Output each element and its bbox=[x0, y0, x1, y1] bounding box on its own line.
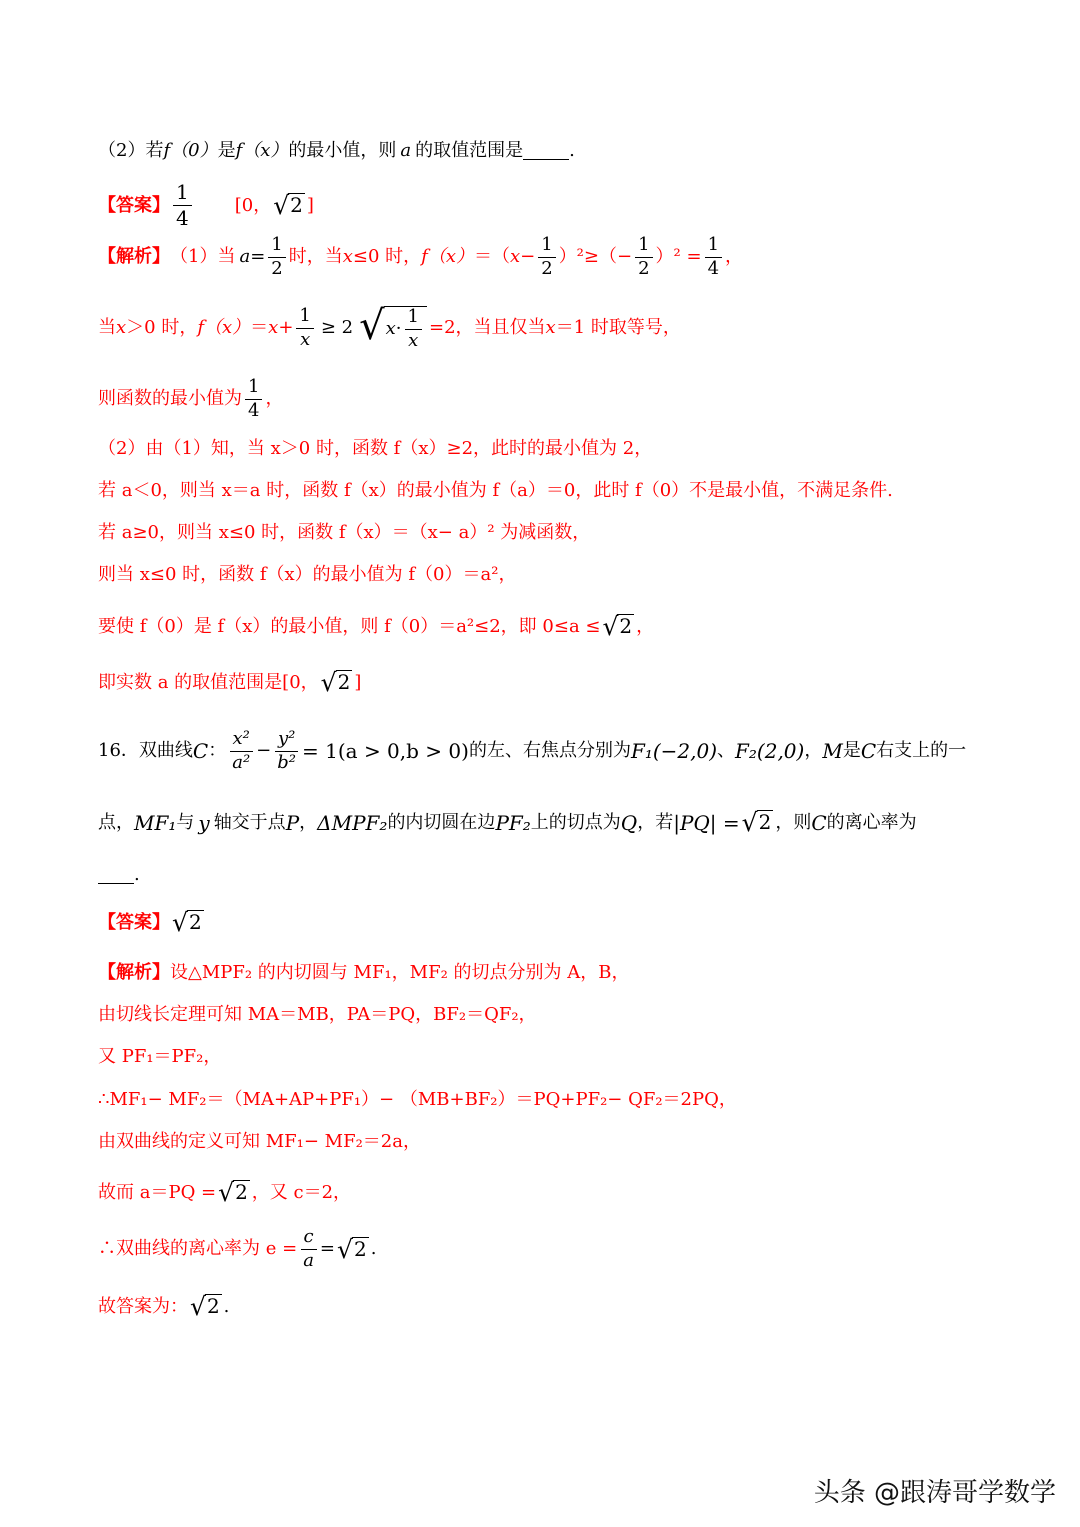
numerator: 1 bbox=[173, 182, 192, 206]
sqrt bbox=[602, 614, 634, 639]
text: x bbox=[116, 317, 127, 339]
fraction bbox=[538, 236, 555, 279]
answer-16 bbox=[98, 910, 206, 935]
text: M bbox=[822, 739, 843, 764]
numerator: x² bbox=[230, 730, 253, 752]
text: 是 bbox=[217, 140, 236, 161]
numerator: y² bbox=[275, 730, 298, 752]
question-16-line2 bbox=[98, 810, 917, 835]
text: 上的切点为 bbox=[530, 811, 621, 833]
text: ， bbox=[265, 388, 284, 410]
fraction bbox=[300, 1228, 317, 1271]
text: ， bbox=[804, 740, 823, 762]
analysis-16-line7 bbox=[98, 1228, 376, 1271]
numerator: 1 bbox=[245, 378, 262, 400]
text: F₁(−2,0) bbox=[630, 739, 718, 764]
numerator: 1 bbox=[635, 236, 652, 258]
text: = bbox=[250, 246, 266, 268]
text: 轴交于点 bbox=[213, 811, 286, 833]
text: ： bbox=[208, 740, 227, 762]
analysis-16-line4: ∴MF₁− MF₂＝（MA+AP+PF₁）− （MB+BF₂）＝PQ+PF₂− QF₂＝2PQ， bbox=[98, 1089, 737, 1110]
text: 的取值范围是 bbox=[415, 140, 524, 161]
radicand: 2 bbox=[206, 1294, 220, 1318]
text: 当 bbox=[98, 317, 116, 339]
text: 是 bbox=[842, 740, 861, 762]
text: ， bbox=[725, 246, 744, 268]
text: PF₂ bbox=[495, 810, 531, 835]
sqrt bbox=[218, 1180, 250, 1205]
denominator: 2 bbox=[541, 257, 553, 279]
denominator: a bbox=[303, 1249, 314, 1271]
denominator: b² bbox=[277, 751, 297, 773]
analysis-16-line2: 由切线长定理可知 MA＝MB，PA＝PQ，BF₂＝QF₂， bbox=[98, 1004, 537, 1025]
text: ， bbox=[299, 811, 318, 833]
text: ＞0 时， bbox=[126, 317, 198, 339]
text: ] bbox=[306, 194, 314, 216]
analysis-16-line6 bbox=[98, 1180, 351, 1205]
radicand: 2 bbox=[235, 1180, 248, 1204]
analysis-15-line7: 则当 x≤0 时，函数 f（x）的最小值为 f（0）＝a²， bbox=[98, 564, 517, 585]
text: = 1(a > 0,b > 0) bbox=[302, 739, 469, 764]
text: P bbox=[285, 810, 300, 835]
radicand: 2 bbox=[337, 670, 351, 694]
sqrt bbox=[321, 670, 353, 695]
text: 即实数 a 的取值范围是[0， bbox=[98, 671, 319, 693]
text: ＝ bbox=[250, 317, 269, 339]
text: 的左、右焦点分别为 bbox=[468, 740, 631, 762]
analysis-15-line6: 若 a≥0，则当 x≤0 时，函数 f（x）＝（x− a）² 为减函数， bbox=[98, 522, 591, 543]
analysis-16-line8 bbox=[98, 1294, 229, 1319]
text: f（0） bbox=[163, 140, 218, 161]
text: 点， bbox=[98, 811, 134, 833]
denominator: 4 bbox=[176, 206, 189, 230]
text: |PQ| = bbox=[673, 810, 740, 835]
analysis-15-line4: （2）由（1）知，当 x＞0 时，函数 f（x）≥2，此时的最小值为 2， bbox=[98, 438, 653, 459]
fraction bbox=[173, 182, 192, 229]
analysis-15-line1 bbox=[98, 236, 743, 279]
text: x bbox=[545, 317, 556, 339]
text: 与 bbox=[176, 811, 195, 833]
text: 的内切圆在边 bbox=[387, 811, 496, 833]
radicand: 2 bbox=[758, 810, 772, 834]
text: （2）若 bbox=[98, 140, 164, 161]
text: f（x） bbox=[421, 246, 474, 268]
radicand: 2 bbox=[353, 1236, 367, 1261]
fraction bbox=[245, 378, 262, 421]
text: ）² = bbox=[655, 246, 702, 268]
radical-sign: √ bbox=[190, 1292, 206, 1321]
text: f（x） bbox=[235, 140, 289, 161]
text: − bbox=[617, 246, 633, 268]
text: x bbox=[509, 246, 521, 268]
question-15-part2 bbox=[98, 142, 575, 160]
text: [0， bbox=[234, 194, 272, 216]
analysis-15-line2 bbox=[98, 303, 681, 351]
question-number: 16．双曲线 bbox=[98, 740, 193, 762]
answer-blank bbox=[523, 143, 569, 160]
text: x bbox=[385, 318, 396, 340]
question-16-line1 bbox=[98, 730, 966, 773]
text: 时，当 bbox=[288, 246, 343, 268]
text: 设△MPF₂ 的内切圆与 MF₁，MF₂ 的切点分别为 A，B， bbox=[170, 962, 630, 983]
answer-blank bbox=[98, 867, 134, 884]
text: ≥ 2 bbox=[320, 317, 354, 339]
text: 要使 f（0）是 f（x）的最小值，则 f（0）＝a²≤2，即 0≤a ≤ bbox=[98, 615, 601, 637]
numerator: 1 bbox=[296, 307, 313, 329]
sqrt bbox=[337, 1234, 369, 1264]
text: 故答案为： bbox=[98, 1295, 188, 1317]
numerator: 1 bbox=[268, 236, 285, 258]
denominator: 4 bbox=[707, 257, 720, 279]
radical-sign: √ bbox=[320, 668, 337, 697]
denominator: x bbox=[408, 329, 419, 351]
text: f（x） bbox=[197, 317, 251, 339]
text: x bbox=[268, 317, 279, 339]
text: y bbox=[198, 810, 210, 835]
text: =2，当且仅当 bbox=[428, 317, 546, 339]
text: . bbox=[223, 1295, 230, 1317]
watermark: 头条 @跟涛哥学数学 bbox=[813, 1478, 1056, 1508]
radicand bbox=[384, 306, 427, 351]
radical-sign: √ bbox=[273, 191, 290, 220]
radical-sign: √ bbox=[602, 612, 619, 641]
text: − bbox=[520, 246, 536, 268]
sqrt bbox=[742, 810, 774, 835]
answer-tag: 【答案】 bbox=[98, 194, 170, 216]
sqrt bbox=[359, 303, 427, 351]
radical-sign: √ bbox=[741, 808, 758, 837]
radicand: 2 bbox=[290, 193, 303, 217]
analysis-16-line3: 又 PF₁＝PF₂， bbox=[98, 1046, 222, 1067]
text: C bbox=[860, 739, 877, 764]
text: C bbox=[811, 810, 827, 835]
analysis-16-line1 bbox=[98, 964, 629, 982]
text: 的最小值，则 bbox=[288, 140, 397, 161]
analysis-tag: 【解析】 bbox=[98, 962, 170, 983]
text: − bbox=[256, 740, 272, 762]
radicand: 2 bbox=[619, 614, 633, 638]
question-16-line3 bbox=[98, 866, 140, 884]
text: Q bbox=[620, 810, 638, 835]
text: （1）当 bbox=[170, 246, 236, 268]
text: ，又 c＝2， bbox=[251, 1181, 352, 1203]
text: C bbox=[192, 739, 209, 764]
text: ΔMPF₂ bbox=[317, 810, 388, 835]
fraction bbox=[405, 308, 422, 351]
text: ，则 bbox=[775, 811, 812, 833]
analysis-15-line3 bbox=[98, 378, 283, 421]
denominator: 2 bbox=[638, 257, 650, 279]
radical-sign: √ bbox=[359, 303, 385, 349]
text: ＝（ bbox=[473, 246, 510, 268]
analysis-15-line5: 若 a＜0，则当 x＝a 时，函数 f（x）的最小值为 f（a）＝0，此时 f（0）不是最小值，不满足条件. bbox=[98, 480, 893, 501]
sqrt bbox=[273, 193, 305, 218]
fraction bbox=[635, 236, 652, 279]
text: . bbox=[134, 864, 140, 885]
fraction bbox=[296, 307, 313, 350]
fraction bbox=[705, 236, 722, 279]
denominator: a² bbox=[232, 751, 251, 773]
answer-15 bbox=[98, 182, 314, 229]
fraction bbox=[274, 730, 299, 773]
text: · bbox=[395, 318, 402, 340]
numerator: c bbox=[301, 1228, 317, 1250]
radical-sign: √ bbox=[218, 1178, 235, 1207]
text: 的离心率为 bbox=[826, 811, 917, 833]
sqrt bbox=[190, 1294, 222, 1319]
text: F₂(2,0) bbox=[735, 739, 805, 764]
text: x bbox=[342, 246, 353, 268]
numerator: 1 bbox=[538, 236, 555, 258]
text: . bbox=[569, 140, 575, 161]
radical-sign: √ bbox=[337, 1234, 353, 1264]
sqrt bbox=[172, 910, 204, 935]
denominator: 4 bbox=[248, 399, 260, 421]
numerator: 1 bbox=[705, 236, 722, 258]
answer-tag: 【答案】 bbox=[98, 911, 170, 933]
text: 则函数的最小值为 bbox=[98, 388, 242, 410]
text: . bbox=[370, 1238, 377, 1260]
radicand: 2 bbox=[188, 910, 202, 934]
radical-sign: √ bbox=[172, 908, 188, 937]
fraction bbox=[229, 730, 253, 773]
text: = bbox=[319, 1238, 336, 1260]
analysis-15-line9 bbox=[98, 670, 361, 695]
text: 、 bbox=[717, 740, 736, 762]
fraction bbox=[268, 236, 285, 279]
text: ， bbox=[636, 615, 655, 637]
text: ＝1 时取等号， bbox=[555, 317, 681, 339]
analysis-15-line8 bbox=[98, 614, 654, 639]
text: a bbox=[239, 246, 251, 268]
text: ] bbox=[354, 671, 362, 693]
text: 故而 a＝PQ = bbox=[98, 1181, 217, 1203]
text: 右支上的一 bbox=[876, 740, 967, 762]
text: ）²≥（ bbox=[558, 246, 617, 268]
text: ，若 bbox=[637, 811, 674, 833]
analysis-tag: 【解析】 bbox=[98, 246, 170, 268]
analysis-16-line5: 由双曲线的定义可知 MF₁− MF₂＝2a， bbox=[98, 1131, 421, 1152]
text: ∴双曲线的离心率为 e = bbox=[98, 1238, 298, 1260]
text: ≤0 时， bbox=[352, 246, 422, 268]
text: MF₁ bbox=[134, 810, 177, 835]
text: + bbox=[278, 317, 294, 339]
denominator: 2 bbox=[271, 257, 283, 279]
denominator: x bbox=[300, 328, 311, 350]
text: a bbox=[400, 140, 412, 161]
numerator: 1 bbox=[405, 308, 422, 330]
